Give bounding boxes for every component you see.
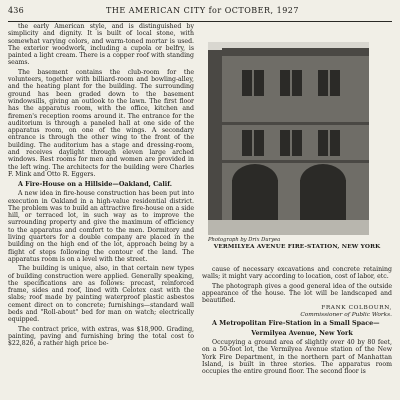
photo-window-mullion (252, 70, 254, 96)
page-header (8, 4, 392, 22)
signature-title: Commissioner of Public Works. (300, 312, 392, 319)
signature (202, 305, 392, 319)
body-paragraph: The photograph gives a good general idea of the outside appearance of the house. The lot will be landscaped and beautified. (202, 282, 392, 305)
photo-apparatus-door (232, 180, 278, 220)
right-column (202, 266, 392, 376)
running-head: THE AMERICAN CITY for OCTOBER, 1927 (106, 6, 299, 15)
body-paragraph: A new idea in fire-house construction has been put into execution in Oakland in a high-value residential district. The problem was to build an attractive fire-house on a side hill, or terraced lot, in such way as to improve the surrounding property and give the maximum of efficiency to the apparatus and comfort to the men. Dormitory and living quarters for a double company are placed in the building on the high end of the lot, approach being by a flight of steps following the contour of the land. The apparatus room is on a level with the street. (8, 190, 194, 263)
photo-belt-course (222, 122, 369, 125)
body-paragraph: The building is unique, also, in that certain new types of building construction were applied. Generally speaking, the specifications are as follows: precast, reinforced frame, sides and roof, lined with Celotex cast with the slabs; roof made by painting waterproof plastic asbestos cement direct on to concrete; furnishings—standard wall beds and "Roll-about" bed for man on watch; electrically equipped. (8, 265, 194, 324)
body-paragraph: Occupying a ground area of slightly over 40 by 80 feet, on a 50-foot lot, the Vermilyea Avenue station of the New York Fire Department, in the northern part of Manhattan Island, is built in three stories. The apparatus room occupies the entire ground floor. The second floor is (202, 339, 392, 376)
photo-window-mullion (328, 130, 330, 156)
section-subheading: Vermilyea Avenue, New York (251, 329, 353, 338)
photo-belt-course (222, 160, 369, 163)
header-rule (8, 21, 392, 22)
photo-apparatus-door (300, 180, 346, 220)
fire-station-photo-drawing (208, 42, 369, 235)
body-paragraph: The contract price, with extras, was $18,900. Grading, painting, paving and furnishing bring the total cost to $22,826, a rather high price be- (8, 325, 194, 348)
section-heading-vermilyea: A Metropolitan Fire-Station in a Small Space— (212, 319, 380, 328)
photo-window-mullion (290, 130, 292, 156)
body-paragraph: The basement contains the club-room for the volunteers, together with billiard-room and bowling-alley, and the heating plant for the building. The surrounding ground has been graded down to the basement windowsills, giving an outlook to the lawn. The first floor has the apparatus room, with the office, kitchen and firemen's reception rooms around it. The entrance for the auditorium is through a paneled hall at one side of the apparatus room, on one of the wings. A secondary entrance is through the other wing to the front of the building. The auditorium has a stage and dressing-room, and receives daylight through eleven large arched windows. Rest rooms for men and women are provided in the left wing. The architects for the building were Charles F. Mink and Otto R. Eggers. (8, 68, 194, 178)
body-paragraph: the early American style, and is distinguished by simplicity and dignity. It is built of local stone, with somewhat varying colors, and warm-toned mortar is used. The exterior woodwork, including a cupola or belfry, is painted a light cream. There is a copper roof with standing seams. (8, 23, 194, 67)
photo-caption: VERMILYEA AVENUE FIRE-STATION, NEW YORK (213, 244, 381, 250)
fire-station-photo (208, 42, 369, 235)
signature-name: FRANK COLBOURN, (321, 305, 392, 312)
page-number: 436 (8, 6, 24, 15)
photo-cornice (222, 48, 369, 56)
section-heading-oakland: A Fire-House on a Hillside—Oakland, Calif. (18, 180, 172, 189)
body-paragraph: cause of necessary excavations and concrete retaining walls; it might vary according to location, cost of labor, etc. (202, 266, 392, 281)
figure (208, 42, 369, 235)
photo-credit: Photograph by Drix Duryea (208, 237, 281, 243)
left-column (8, 23, 194, 347)
photo-window-mullion (328, 70, 330, 96)
photo-sidewalk (208, 220, 369, 235)
photo-window-mullion (290, 70, 292, 96)
photo-window-mullion (252, 130, 254, 156)
